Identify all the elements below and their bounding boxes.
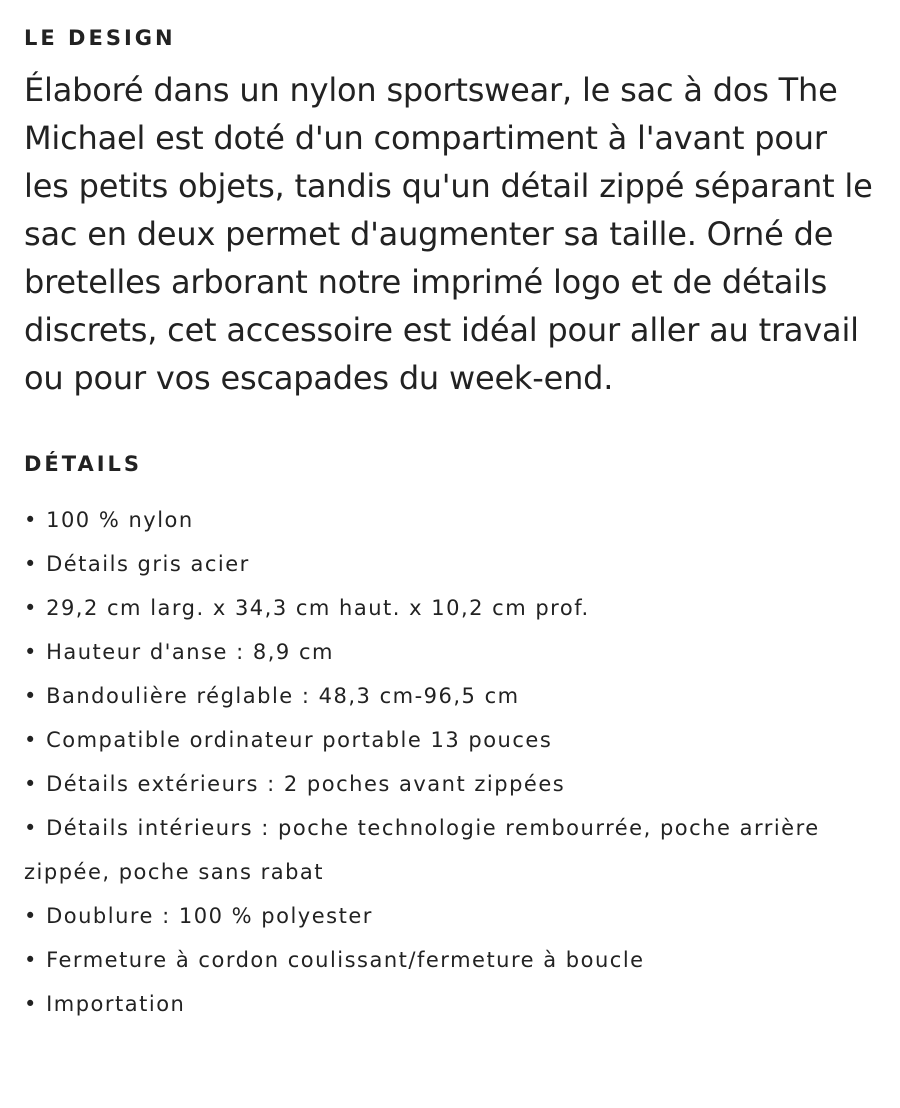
bullet-icon: • <box>24 728 38 752</box>
bullet-icon: • <box>24 948 38 972</box>
bullet-icon: • <box>24 508 38 532</box>
bullet-icon: • <box>24 816 38 840</box>
list-item <box>24 806 876 894</box>
list-item <box>24 938 876 982</box>
list-item-text: Fermeture à cordon coulissant/fermeture à boucle <box>46 948 645 972</box>
bullet-icon: • <box>24 684 38 708</box>
list-item-text: Hauteur d'anse : 8,9 cm <box>46 640 334 664</box>
design-heading: LE DESIGN <box>24 26 176 50</box>
bullet-icon: • <box>24 992 38 1016</box>
list-item <box>24 498 876 542</box>
list-item <box>24 982 876 1026</box>
list-item-text: 29,2 cm larg. x 34,3 cm haut. x 10,2 cm prof. <box>46 596 590 620</box>
list-item-text: Détails intérieurs : poche technologie rembourrée, poche arrière zippée, poche sans rabat <box>24 816 820 884</box>
design-description: Élaboré dans un nylon sportswear, le sac à dos The Michael est doté d'un compartiment à l'avant pour les petits objets, tandis qu'un détail zippé séparant le sac en deux permet d'augmenter sa taille. Orné de bretelles arborant notre imprimé logo et de détails discrets, cet accessoire est idéal pour aller au travail ou pour vos escapades du week-end. <box>24 71 873 397</box>
list-item <box>24 894 876 938</box>
bullet-icon: • <box>24 640 38 664</box>
list-item-text: Compatible ordinateur portable 13 pouces <box>46 728 553 752</box>
list-item <box>24 586 876 630</box>
list-item-text: Importation <box>46 992 186 1016</box>
list-item <box>24 718 876 762</box>
bullet-icon: • <box>24 552 38 576</box>
details-list <box>24 498 876 1026</box>
list-item-text: Doublure : 100 % polyester <box>46 904 373 928</box>
list-item-text: 100 % nylon <box>46 508 194 532</box>
list-item-text: Bandoulière réglable : 48,3 cm-96,5 cm <box>46 684 520 708</box>
bullet-icon: • <box>24 904 38 928</box>
bullet-icon: • <box>24 596 38 620</box>
bullet-icon: • <box>24 772 38 796</box>
list-item <box>24 762 876 806</box>
list-item <box>24 542 876 586</box>
list-item <box>24 674 876 718</box>
list-item-text: Détails extérieurs : 2 poches avant zippées <box>46 772 566 796</box>
list-item-text: Détails gris acier <box>46 552 250 576</box>
details-heading: DÉTAILS <box>24 452 143 476</box>
list-item <box>24 630 876 674</box>
